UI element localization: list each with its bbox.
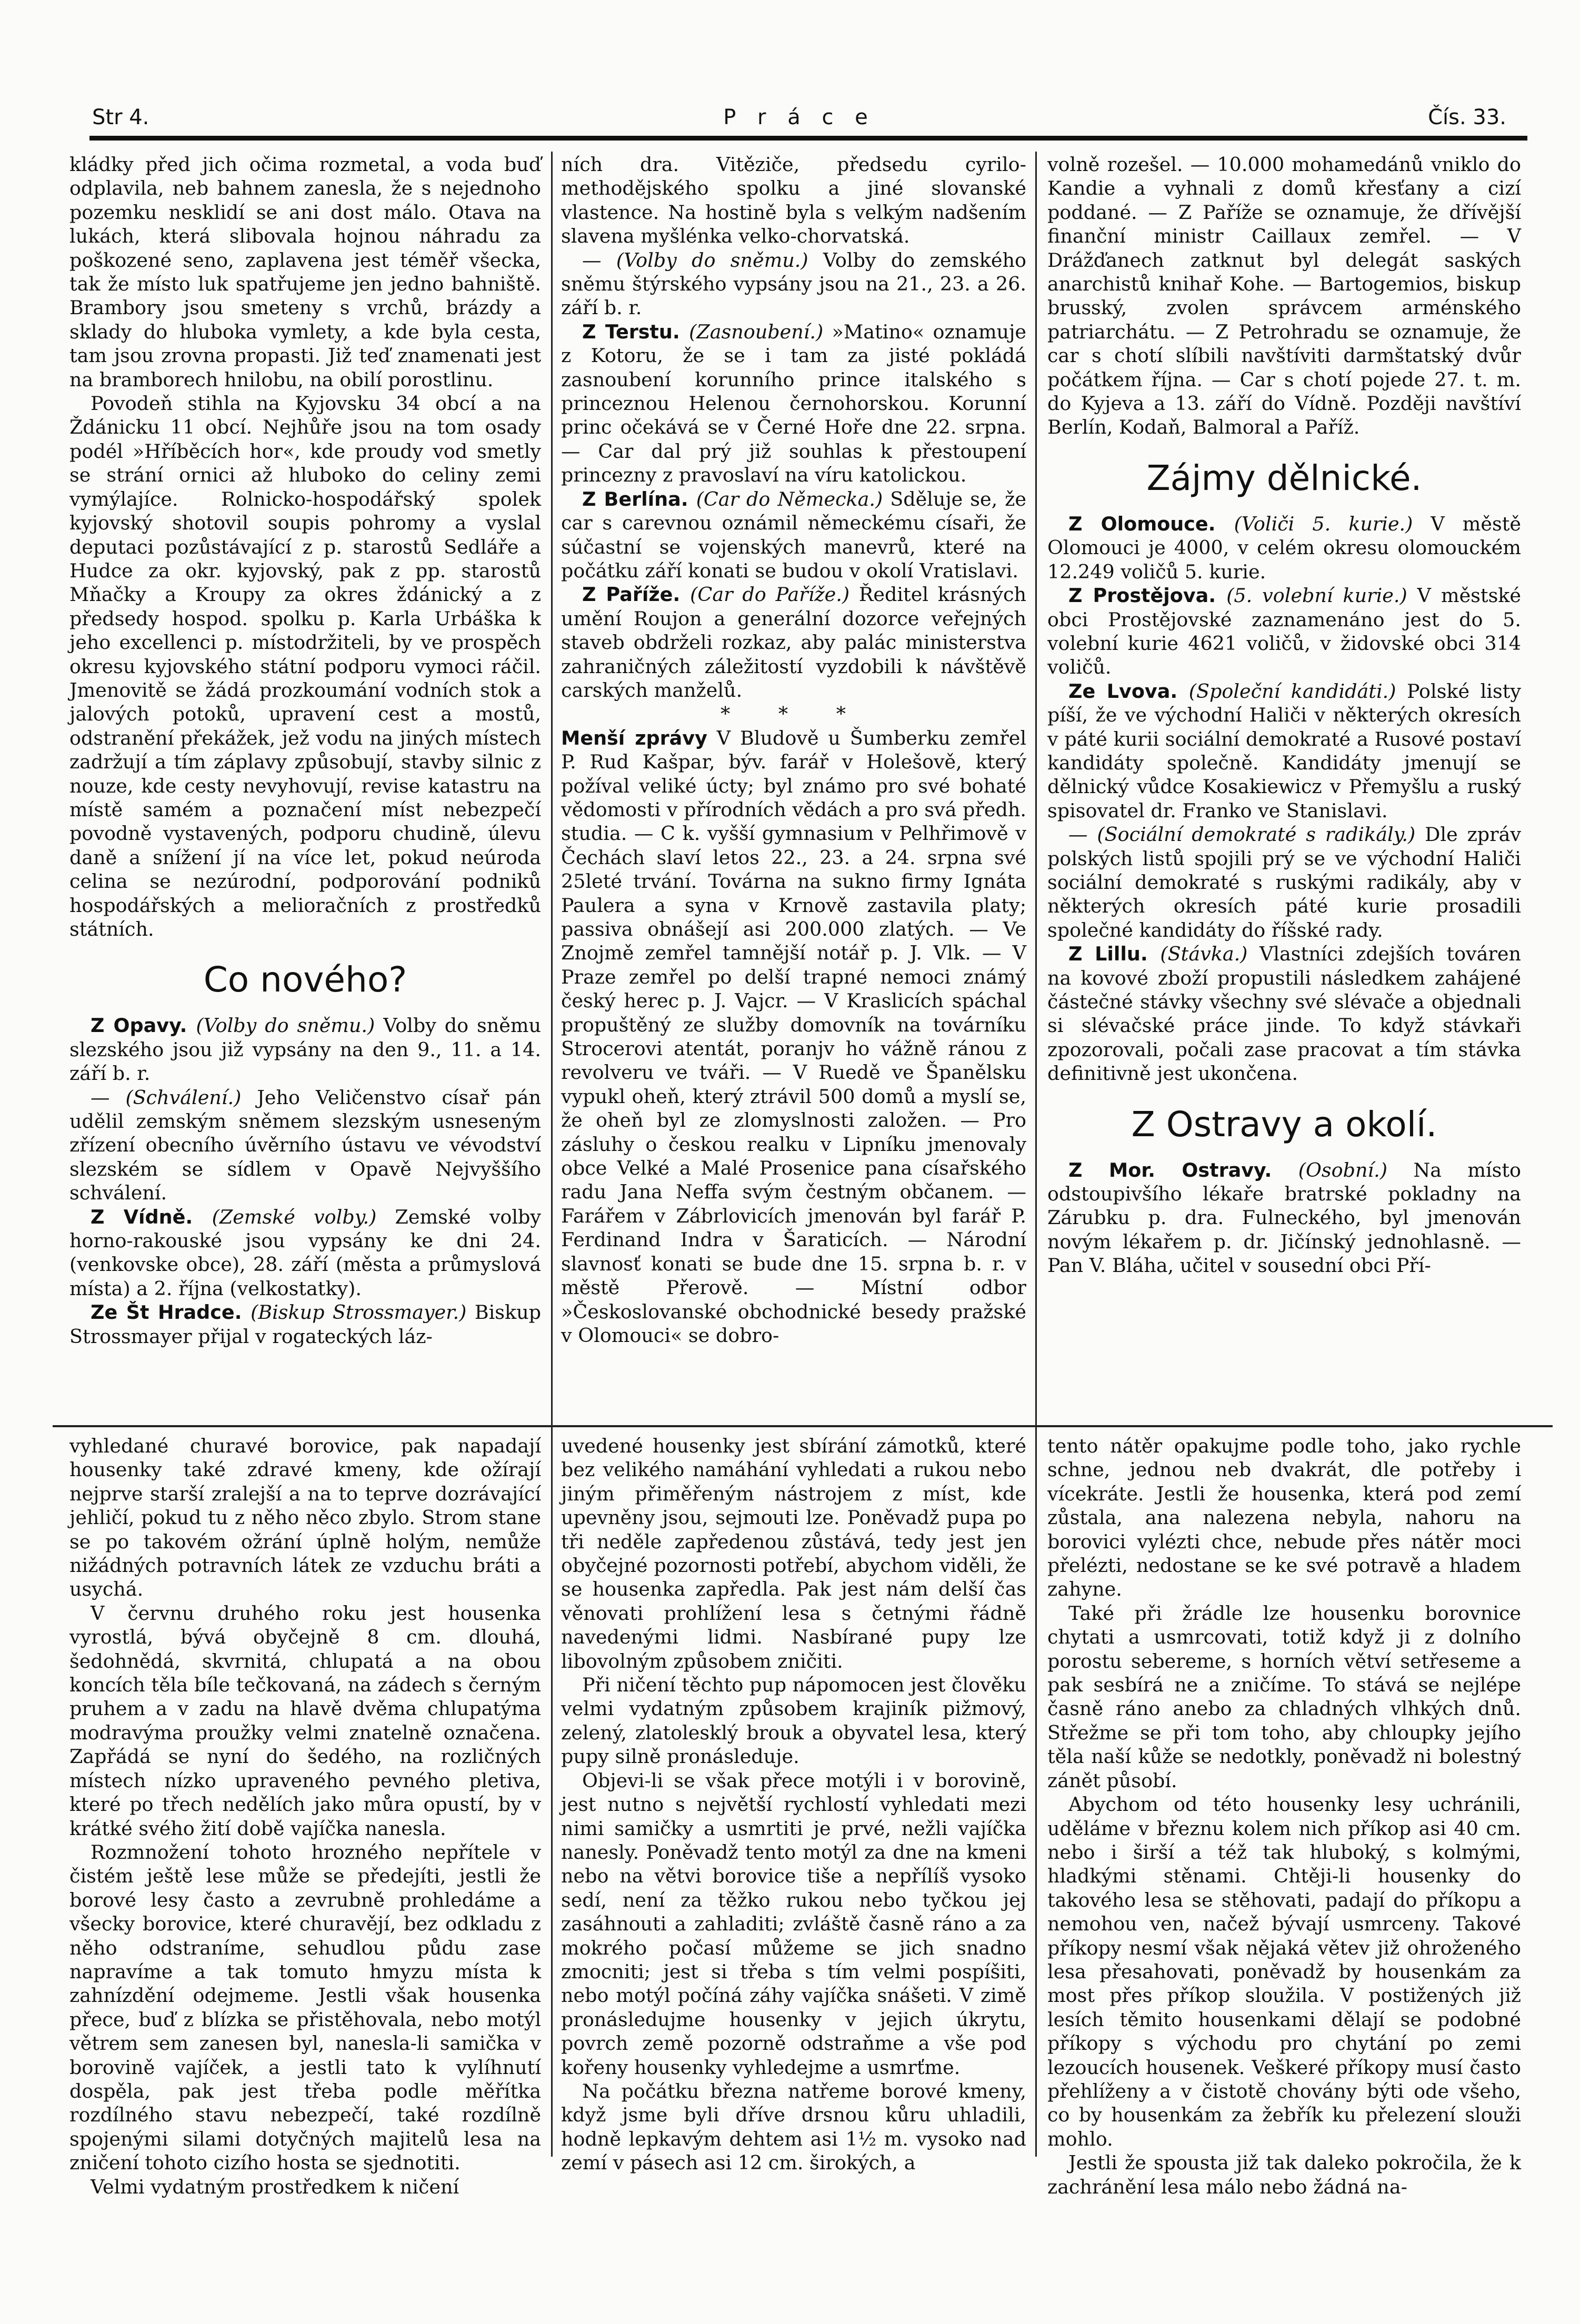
news-item	[561, 248, 1026, 320]
news-topic: (Voliči 5. kurie.)	[1234, 512, 1413, 535]
news-text: V městské obci Prostějovské zaznamenáno jest do 5. volební kurie 4621 voličů, v židovské obci 314 voličů.	[1047, 584, 1522, 679]
news-place: Z Mor. Ostravy.	[1068, 1158, 1298, 1181]
minor-news-text: V Bludově u Šumberku zemřel P. Rud Kašpar, býv. farář v Holešově, který požíval veliké úcty; byl známo pro své bohaté vědomosti v přírodních vědách a pro svá předh. studia. — C k. vyšší gymnasium v Pelhřimově v Čechách slaví letos 22., 23. a 24. srpna své 25leté trvání. Továrna na sukno firmy Ignáta Paulera a syna v Krnově zastavila platy; passiva obnášejí asi 200.000 zlatých. — Ve Znojmě zemřel tamnější notář p. J. Vlk. — V Praze zemřel po delší trapné nemoci známý český herec p. J. Vajcr. — V Kraslicích spáchal propuštěný ze služby domovník na továrníku Strocerovi atentát, poranjv ho vážně ránou z revolveru ve tváři. — V Ruedě ve Španělsku vypukl oheň, který ztrávil 500 domů a myslí se, že oheň byl ze zlomyslnosti založen. — Pro zásluhy o českou realku v Lipníku jmenovaly obce Velké a Malé Prosenice pana císařského radu Jana Neffa svým čestným občanem. — Farářem v Zábrlovicích jmenován byl farář P. Ferdinand Indra v Šaraticích. — Národní slavnosť konati se bude dne 15. srpna b. r. v městě Přerově. — Místní odbor »Českoslovanské obchodnické besedy pražské v Olomouci« se dobro-	[561, 726, 1026, 1347]
labor-news-item	[1047, 823, 1521, 942]
news-text: Jeho Veličenstvo císař pán udělil zemským sněmem slezským usneseným zřízení obecního úvěrního ústavu ve vévodství slezském se sídlem v Opavě Nejvyššího schválení.	[69, 1086, 541, 1205]
news-topic: (Car do Německa.)	[696, 487, 883, 510]
labor-news-item	[1047, 679, 1521, 823]
article-paragraph: Rozmnožení tohoto hrozného nepřítele v čistém ještě lese může se předejíti, jestli že borové lesy často a zevrubně prohledáme a všecky borovice, které churavějí, bez odkladu z něho odstraníme, sehudlou půdu zase napravíme a tak tomuto hmyzu místa k zahnízdění odejmeme. Jestli však housenka přece, buď z blízka se přistěhovala, nebo motýl větrem sem zanesen byl, nanesla-li samička v borovině vajíček, a jestli tato k vylíhnutí dospěla, pak jest třeba podle měřítka rozdílného stavu nebezpečí, také rozdílně spojenými silami dotyčných majitelů lesa na zničení tohoto cizího hosta se sjednotiti.	[69, 1840, 541, 2175]
article-bottom-col-2	[561, 1434, 1026, 2175]
headline-z-ostravy: Z Ostravy a okolí.	[1131, 1104, 1437, 1145]
news-place: Z Opavy.	[91, 1014, 196, 1037]
news-text: Zemské volby horno-rakouské jsou vypsány ke dni 24. (venkovske obce), 28. září (města a průmyslová místa) a 2. října (velkostatky).	[69, 1205, 541, 1300]
labor-news-item	[1047, 942, 1521, 1085]
news-topic: (Zasnoubení.)	[689, 320, 824, 343]
article-paragraph: tento nátěr opakujme podle toho, jako rychle schne, jednou neb dvakrát, dle potřeby i vícekráte. Jestli že housenka, která pod zemí zůstala, ana nalezena nebyla, nahoru na borovici vylézti chce, nebude přes nátěr moci přelézti, nedostane se ke své potravě a hladem zahyne.	[1047, 1435, 1521, 1601]
news-topic: (Stávka.)	[1160, 943, 1248, 966]
article-paragraph: vyhledané churavé borovice, pak napadají housenky také zdravé kmeny, kde ožírají nejprve starší zralejší a na to teprve dozrávající jehličí, pokud tu z něho něco zbylo. Strom stane se po takovém ožrání úplně holým, nemůže nižádných potravních látek ze vzduchu bráti a usychá.	[69, 1435, 541, 1601]
labor-news-item	[1047, 512, 1521, 584]
page-header	[92, 105, 1506, 137]
news-topic: — (Schválení.)	[91, 1086, 242, 1109]
news-item	[69, 1014, 541, 1085]
news-text: ních dra. Vitěziče, předsedu cyrilo-methodějského spolku a jiné slovanské vlastence. Na hostině byla s velkým nadšením slavena myšlénka velko-chorvatská.	[561, 153, 1026, 248]
column-2-top	[561, 153, 1026, 1421]
article-paragraph: Velmi vydatným prostředkem k ničení	[91, 2175, 459, 2198]
news-topic: (Volby do sněmu.)	[196, 1014, 375, 1037]
article-paragraph: Jestli že spousta již tak daleko pokročila, že k zachránění lesa málo nebo žádná na-	[1047, 2151, 1521, 2198]
news-place: Z Terstu.	[582, 320, 689, 343]
article-paragraph: Při ničení těchto pup nápomocen jest člověku velmi vydatným způsobem krajiník pižmový, zelený, zlatolesklý brouk a obyvatel lesa, který pupy silně pronásleduje.	[561, 1674, 1026, 1768]
flood-paragraph: Povodeň stihla na Kyjovsku 34 obcí a na Ždánicku 11 obcí. Nejhůře jsou na tom osady podél »Hříběcích hor«, kde proudy vod smetly se strání ornici až hluboko do celiny zemi vymýlajíce. Rolnicko-hospodářský spolek kyjovský shotovil soupis pohromy a vyslal deputaci pozůstávající z p. starostů Sedláře a Hudce za okr. kyjovský, pak z pp. starostů Mňačky a Kroupy za okres ždánický a z předsedy hospod. spolku p. Karla Urbáška k jeho excellenci p. místodržiteli, by ve prospěch okresu kyjovského státní podporu vymoci ráčil. Jmenovitě se žádá prozkoumání vodních stok a jalových potoků, upravení cest a mostů, odstranění překážek, jež vodu na jiných místech zadržují a tím záplavy způsobují, stavby silnic z nouze, kde cesty nevyhovují, revise katastru na místě samém a poznačení míst nebezpečí povodně vystavených, podporu chudině, úlevu daně a snížení jí na více let, pokud neúroda celina se nezúrodní, podporování podniků hospodářských a melioračních z prostředků státních.	[69, 392, 541, 940]
news-place: Z Vídně.	[91, 1205, 212, 1228]
news-item	[69, 1205, 541, 1301]
news-text: Dle zpráv polských listů spojili prý se ve východní Haliči sociální demokraté s ruskými radikály, aby v některých okresích páté kurie prosadili společné kandidáty do říšské rady.	[1047, 823, 1522, 941]
news-item	[69, 1300, 541, 1348]
news-topic: (Osobní.)	[1298, 1158, 1387, 1181]
article-paragraph: Objevi-li se však přece motýli i v borovině, jest nutno s největší rychlostí vyhledati mezi nimi samičky a usmrtiti je prvé, nežli vajíčka nanesly. Poněvadž tento motýl za dne na kmeni nebo na větvi borovice tiše a nepřílíš vysoko sedí, není za těžko rukou nebo tyčkou jej zasáhnouti a zahladiti; zvláště časně ráno a za mokrého počasí můžeme se jich snadno zmocniti; jest si třeba s tím velmi pospíšiti, nebo motýl počíná záhy vajíčka snášeti. V zimě pronásledujme housenky v jejich úkrytu, povrch země pozorně odstraňme a vše pod kořeny housenky vyhledejme a usmrťme.	[561, 1769, 1026, 2079]
column-rule-1	[551, 152, 553, 2157]
column-rule-2	[1035, 152, 1037, 2157]
newspaper-title: P r á c e	[723, 105, 875, 129]
news-place: Z Prostějova.	[1068, 584, 1227, 607]
news-item	[1047, 153, 1521, 439]
news-text: Sděluje se, že car s carevnou oznámil německému císaři, že súčastní se vojenských manevrů, které na počátku září konati se budou v okolí Vratislavi.	[561, 487, 1026, 582]
news-topic: (Biskup Strossmayer.)	[251, 1301, 467, 1324]
news-place: Z Berlína.	[582, 487, 696, 510]
article-paragraph: Na počátku března natřeme borové kmeny, když jsme byli dříve drsnou kůru uhladili, hodně lepkavým dehtem asi 1½ m. vysoko nad zemí v pásech asi 12 cm. širokých, a	[561, 2079, 1026, 2175]
news-topic: — (Sociální demokraté s radikály.)	[1068, 823, 1416, 846]
issue-number: Čís. 33.	[1428, 105, 1506, 129]
headline-co-noveho: Co nového?	[203, 959, 407, 1000]
page-number: Str 4.	[92, 105, 149, 129]
news-text: »Matino« oznamuje z Kotoru, že se i tam za jisté pokládá zasnoubení korunního prince italského s princeznou Helenou černohorskou. Korunní princ očekává se v Černé Hoře dne 22. srpna. — Car dal prý již souhlas k přestoupení princezny z pravoslaví na víru katolickou.	[561, 320, 1026, 487]
minor-news-label: Menší zprávy	[561, 726, 707, 749]
news-topic: (5. volební kurie.)	[1226, 584, 1407, 607]
article-paragraph: Abychom od této housenky lesy uchránili, uděláme v březnu kolem nich příkop asi 40 cm. nebo i širší a též tak hluboký, s kolmými, hladkými stěnami. Chtěji-li housenky do takového lesa se stěhovati, padají do příkopu a nemohou ven, načež bývají usmrceny. Takové příkopy nesmí však nějaká větev již ohroženého lesa přesahovati, poněvadž by housenkám za most přes příkop sloužila. V postižených již lesích těmito housenkami dělají se podobné příkopy s východu pro chytání po zemi lezoucích housenek. Veškeré příkopy musí často přehlíženy a v čistotě chovány býti ode všeho, co by housenkám za žebřík ku přelezení slouži mohlo.	[1047, 1793, 1521, 2150]
news-topic: (Car do Paříže.)	[690, 583, 850, 606]
news-place: Z Olomouce.	[1068, 512, 1234, 535]
news-topic: (Zemské volby.)	[212, 1205, 377, 1228]
news-text: V městě Olomouci je 4000, v celém okresu olomouckém 12.249 voličů 5. kurie.	[1047, 512, 1521, 583]
article-paragraph: V červnu druhého roku jest housenka vyrostlá, bývá obyčejně 8 cm. dlouhá, šedohnědá, skvrnitá, chlupatá a na obou koncích těla bíle tečkovaná, na zádech s černým pruhem a v zadu na hlavě dvěma chlupatýma modravýma proužky velmi znatelně označena. Zapřádá se nyní do šedého, na rozličných místech nízko upraveného pevného pletiva, které po třech nedělích jako můra opustí, by v krátké svého žití době vajíčka nanesla.	[69, 1601, 541, 1840]
news-item	[561, 487, 1026, 583]
news-list-1	[69, 1014, 541, 1348]
news-text: Biskup Strossmayer přijal v rogateckých láz-	[69, 1301, 541, 1348]
news-place: Z Paříže.	[582, 583, 691, 606]
news-text: Na místo odstoupivšího lékaře bratrské pokladny na Zárubku p. dra. Fulneckého, byl jmenován novým lékařem p. dr. Jičínský jednohlasně. — Pan V. Bláha, učitel v sousední obci Pří-	[1047, 1158, 1521, 1277]
news-place: Ze Lvova.	[1068, 679, 1189, 703]
labor-news-list	[1047, 512, 1521, 1086]
section-rule	[53, 1425, 1553, 1427]
header-rule	[89, 136, 1527, 141]
separator-stars: * * *	[721, 703, 867, 726]
ostrava-news-list	[1047, 1158, 1521, 1278]
news-place: Z Lillu.	[1068, 943, 1161, 966]
news-list-2	[561, 153, 1026, 702]
headline-zajmy-delnicke: Zájmy dělnické.	[1146, 457, 1422, 498]
article-paragraph: uvedené housenky jest sbírání zámotků, které bez velikého namáhání vyhledati a rukou nebo jiným přiměřeným nástrojem z míst, kde upevněny jsou, sejmouti lze. Poněvadž pupa po tři neděle zapředenou zůstává, tedy jest jen obyčejné pozornosti potřebí, abychom viděli, že se housenka zapředla. Pak jest nám delší čas věnovati prohlížení lesa s četnými řádně navedenými lidmi. Nasbírané pupy lze libovolným způsobem zničiti.	[561, 1435, 1026, 1672]
news-topic: — (Volby do sněmu.)	[582, 248, 808, 272]
news-text: volně rozešel. — 10.000 mohamedánů vniklo do Kandie a vyhnali z domů křesťany a cizí poddané. — Z Paříže se oznamuje, že dřívější finanční ministr Caillaux zemřel. — V Drážďanech zatknut byl delegát saských anarchistů knihař Kohe. — Bartogemios, biskup brusský, zvolen správcem arménského patriarchátu. — Z Petrohradu se oznamuje, že car s chotí slíbili navštíviti darmštatský dvůr počátkem října. — Car s chotí pojede 27. t. m. do Kyjeva a 13. září do Vídně. Později navštíví Berlín, Kodaň, Balmoral a Paříž.	[1047, 153, 1521, 439]
column-3-top	[1047, 153, 1521, 1421]
news-text: Ředitel krásných umění Roujon a generální dozorce veřejných staveb obdrželi rozkaz, aby palác ministerstva zahraničných záležitostí vyzdobili k návštěvě carských manželů.	[561, 583, 1026, 702]
news-text: Volby do zemského sněmu štýrského vypsány jsou na 21., 23. a 26. září b. r.	[561, 248, 1026, 319]
minor-news	[561, 726, 1026, 1348]
news-topic: (Společní kandidáti.)	[1188, 679, 1396, 703]
flood-report	[69, 153, 541, 941]
news-item	[561, 153, 1026, 248]
labor-news-item	[1047, 584, 1521, 679]
article-paragraph: Také při žrádle lze housenku borovnice chytati a usmrcovati, totiž když ji z dolního porostu sebereme, s horních větví setřeseme a pak sesbírá ne a zničíme. To stává se nejlépe časně ráno anebo za chladných vlhkých dnů. Střežme se při tom toho, aby chloupky jejího těla naší kůže se nedotkly, poněvadž ni bolestný zánět působí.	[1047, 1601, 1521, 1792]
news-item	[561, 583, 1026, 702]
article-bottom-col-3	[1047, 1434, 1521, 2198]
news-item	[561, 320, 1026, 487]
news-text: Vlastníci zdejších továren na kovové zboží propustili následkem zahájené částečné stávky všechny své slévače a objednali si slévačské práce jinde. To když stávkaři zpozorovali, počali zase pracovat a tím stávka definitivně jest ukončena.	[1047, 943, 1521, 1085]
news-text: Polské listy píší, že ve východní Haliči v některých okresích v páté kurii sociální demokraté a Rusové postaví kandidáty společně. Kandidáty jmenují se dělnický vůdce Kosakiewicz v Přemyšlu a ruský spisovatel dr. Franko ve Stanislavi.	[1047, 679, 1521, 822]
flood-paragraph: kládky před jich očima rozmetal, a voda buď odplavila, neb bahnem zanesla, že s nejednoho pozemku nesklidí se ani dost málo. Otava na lukách, která slibovala hojnou náhradu za poškozené seno, zaplavena jest téměř všecka, tak že místo luk spatřujeme jen jedno bahniště. Brambory jsou smeteny s vrchů, brázdy a sklady do hluboka vymlety, a kde byla cesta, tam jsou zrovna propasti. Již teď znamenati jest na bramborech hnilobu, na obilí porostlinu.	[69, 153, 541, 391]
article-bottom-col-1	[69, 1434, 541, 2198]
news-text: Volby do sněmu slezského jsou již vypsány na den 9., 11. a 14. září b. r.	[69, 1014, 541, 1085]
news-item	[69, 1086, 541, 1205]
news-list-3	[1047, 153, 1521, 439]
news-place: Ze Št Hradce.	[91, 1301, 251, 1324]
ostrava-news-item	[1047, 1158, 1521, 1278]
column-1-top	[69, 153, 541, 1421]
